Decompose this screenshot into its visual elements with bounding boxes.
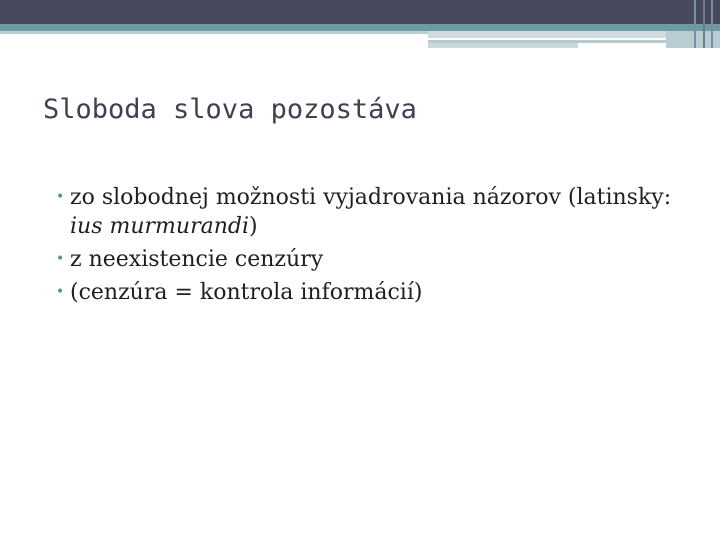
- header-corner-stripe: [703, 0, 705, 48]
- bullet-icon: •: [56, 251, 65, 267]
- bullet-text: zo slobodnej možnosti vyjadrovania názorov (latinsky:: [70, 185, 672, 210]
- header-corner-stripe: [694, 0, 696, 48]
- header-band-line-short: [428, 43, 578, 48]
- header-corner-stripe: [711, 0, 713, 48]
- bullet-icon: •: [56, 189, 65, 205]
- slide-title: Sloboda slova pozostáva: [43, 94, 417, 125]
- bullet-icon: •: [56, 284, 65, 300]
- bullet-list: [48, 183, 688, 311]
- bullet-item: [48, 245, 688, 274]
- header-band-dark: [0, 0, 720, 24]
- bullet-text: (cenzúra = kontrola informácií): [70, 280, 423, 305]
- bullet-item: [48, 278, 688, 307]
- header-band-line: [0, 31, 428, 34]
- bullet-item: [48, 183, 688, 241]
- bullet-text-italic: ius murmurandi: [70, 214, 249, 239]
- bullet-text-tail: ): [249, 214, 258, 239]
- header-band-teal: [0, 24, 720, 31]
- bullet-text: z neexistencie cenzúry: [70, 247, 324, 272]
